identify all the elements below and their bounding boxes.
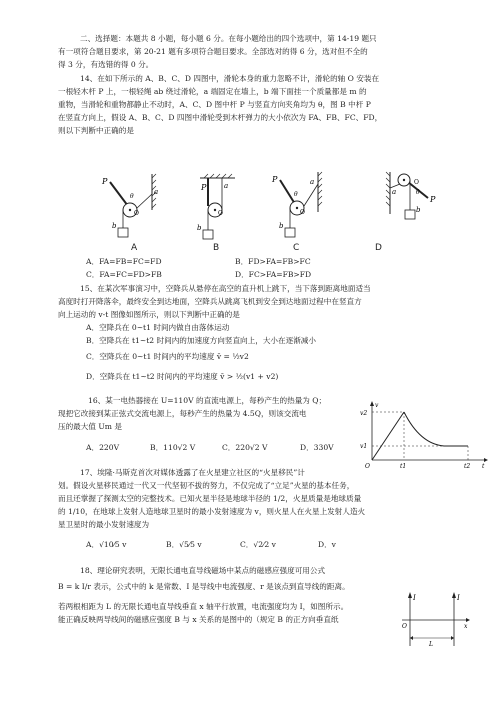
q14-option-c: C．FA=FC=FD>FB xyxy=(86,270,162,279)
figure-label-d: D xyxy=(375,243,382,253)
svg-text:b: b xyxy=(416,206,421,214)
svg-text:θ: θ xyxy=(416,189,420,196)
svg-text:θ: θ xyxy=(294,191,298,198)
graph-label-v2: v2 xyxy=(360,410,368,417)
svg-text:b: b xyxy=(112,222,117,230)
pulley-figure-b xyxy=(197,174,235,239)
q18-wire-figure xyxy=(398,590,472,650)
q17-line-3: 而且还掌握了探测太空的完整技术。已知火星半径是地球半径的 1/2，火星质量是地球质量 xyxy=(58,494,362,503)
q15-vt-graph xyxy=(360,400,490,470)
q14-line-5: 则以下判断中正确的是 xyxy=(58,126,134,135)
q16-option-b: B．110√2 V xyxy=(150,443,196,452)
q16-line-3: 压的最大值 Um 是 xyxy=(58,422,122,431)
svg-text:P: P xyxy=(272,175,278,184)
q16-line-1: 16、某一电热器接在 U=110V 的直流电源上，每秒产生的热量为 Q； xyxy=(88,396,327,405)
q16-option-a: A．220V xyxy=(86,443,120,452)
q15-line-3: 向上运动的 v-t 图像如图所示，则以下判断中正确的是 xyxy=(58,310,240,319)
svg-text:P: P xyxy=(201,183,207,192)
q18-line-2: B = k I/r 表示，公式中的 k 是常数、I 是导线中电流强度、r 是该点到直导线的距离。 xyxy=(58,582,350,591)
svg-text:O: O xyxy=(218,210,223,217)
wire-label-l: L xyxy=(429,641,433,648)
q17-option-c: C．√2⁄2 v xyxy=(240,540,276,549)
pulley-figure-a xyxy=(101,174,158,237)
svg-text:O: O xyxy=(300,209,305,216)
svg-text:a: a xyxy=(154,188,159,196)
q17-line-5: 星卫星时的最小发射速度为 xyxy=(58,520,150,529)
q16-option-d: D．330V xyxy=(300,443,334,452)
q15-line-1: 15、在某次军事演习中，空降兵从悬停在高空的直升机上跳下，当下落到距离地面适当 xyxy=(80,284,371,293)
q18-line-3: 若两根相距为 L 的无限长通电直导线垂直 x 轴平行放置，电流强度均为 I，如图所示。 xyxy=(58,602,349,611)
svg-text:θ: θ xyxy=(130,193,134,200)
svg-text:a: a xyxy=(310,178,315,186)
q18-line-1: 18、理论研究表明，无限长通电直导线磁场中某点的磁感应强度可用公式 xyxy=(80,566,326,575)
q17-line-2: 划。假设火星移民通过一代又一代坚韧不拔的努力，不仅完成了“立足”火星的基本任务， xyxy=(58,481,355,490)
q14-line-1: 14、在如下所示的 A、B、C、D 四图中，滑轮本身的重力忽略不计，滑轮的轴 O 安装在 xyxy=(80,74,380,83)
q15-option-a: A．空降兵在 0~t1 时间内做自由落体运动 xyxy=(86,323,230,332)
svg-text:a: a xyxy=(224,182,229,190)
svg-text:b: b xyxy=(279,222,284,230)
q15-line-2: 高度时打开降落伞，最终安全到达地面，空降兵从跳离飞机到安全到达地面过程中在竖直方 xyxy=(58,297,362,306)
pulley-figure-d xyxy=(386,172,436,219)
q14-option-d: D．FC>FA=FB>FD xyxy=(235,270,312,279)
q14-pulley-figures xyxy=(90,170,460,260)
graph-label-t1: t1 xyxy=(400,463,407,470)
graph-label-t2: t2 xyxy=(464,463,471,470)
q14-line-3: 重物，当滑轮和重物都静止不动时，A、C、D 图中杆 P 与竖直方向夹角均为 θ，图 B 中杆 P xyxy=(58,100,371,109)
graph-label-origin: O xyxy=(365,463,370,470)
q17-line-1: 17、埃隆·马斯克首次对媒体透露了在火星建立社区的“火星移民”计 xyxy=(80,468,305,477)
q17-option-b: B．√5⁄5 v xyxy=(166,540,202,549)
intro-line-1: 二、选择题：本题共 8 小题，每小题 6 分。在每小题给出的四个选项中，第 14-19 题只 xyxy=(80,34,377,43)
wire-label-origin: O xyxy=(402,623,407,630)
figure-label-b: B xyxy=(213,243,220,253)
q14-line-4: 在竖直方向上，假设 A、B、C、D 四图中滑轮受到木杆弹力的大小依次为 FA、FB、FC、FD， xyxy=(58,113,383,122)
figure-label-a: A xyxy=(131,243,138,253)
q14-option-a: A．FA=FB=FC=FD xyxy=(86,257,162,266)
q18-line-4: 能正确反映两导线间的磁感应强度 B 与 x 关系的是图中的（规定 B 的正方向垂直纸 xyxy=(58,615,339,624)
pulley-figure-c xyxy=(271,172,322,237)
graph-label-v: v xyxy=(375,402,379,409)
svg-text:a: a xyxy=(392,188,397,196)
q16-line-2: 现把它改接到某正弦式交流电源上，每秒产生的热量为 4.5Q，则该交流电 xyxy=(58,409,307,418)
q16-option-c: C．220√2 V xyxy=(222,443,268,452)
q15-option-b: B．空降兵在 t1~t2 时间内的加速度方向竖直向上，大小在逐渐减小 xyxy=(86,336,316,345)
intro-line-3: 得 3 分，有选错的得 0 分。 xyxy=(58,60,154,69)
figure-label-c: C xyxy=(293,243,300,253)
intro-line-2: 有一项符合题目要求，第 20-21 题有多项符合题目要求。全部选对的得 6 分，选对但不全的 xyxy=(58,47,368,56)
q17-line-4: 的 1/10，在地球上发射人造地球卫星时的最小发射速度为 v，则火星人在火星上发射人造火 xyxy=(58,507,366,516)
svg-text:P: P xyxy=(430,195,436,204)
svg-text:O: O xyxy=(414,179,419,186)
q17-option-a: A．√10⁄5 v xyxy=(86,540,127,549)
q17-option-d: D．v xyxy=(318,540,336,549)
svg-text:P: P xyxy=(102,177,108,186)
q15-option-d: D．空降兵在 t1~t2 时间内的平均速度 v̄ > ½(v1 + v2) xyxy=(86,372,279,381)
wire-label-i-right: I xyxy=(457,594,460,602)
wire-label-x: x xyxy=(464,623,468,630)
graph-label-v1: v1 xyxy=(360,443,368,450)
svg-text:O: O xyxy=(134,210,139,217)
q15-option-c: C．空降兵在 0~t1 时间内的平均速度 v̄ = ½v2 xyxy=(86,352,249,361)
wire-label-i-left: I xyxy=(413,594,416,602)
q14-line-2: 一根轻木杆 P 上，一根轻绳 ab 绕过滑轮，a 端固定在墙上，b 端下面挂一个质量都是 m 的 xyxy=(58,87,367,96)
graph-label-t: t xyxy=(482,463,485,470)
svg-text:b: b xyxy=(197,224,202,232)
q14-option-b: B．FD>FA=FB>FC xyxy=(235,257,311,266)
